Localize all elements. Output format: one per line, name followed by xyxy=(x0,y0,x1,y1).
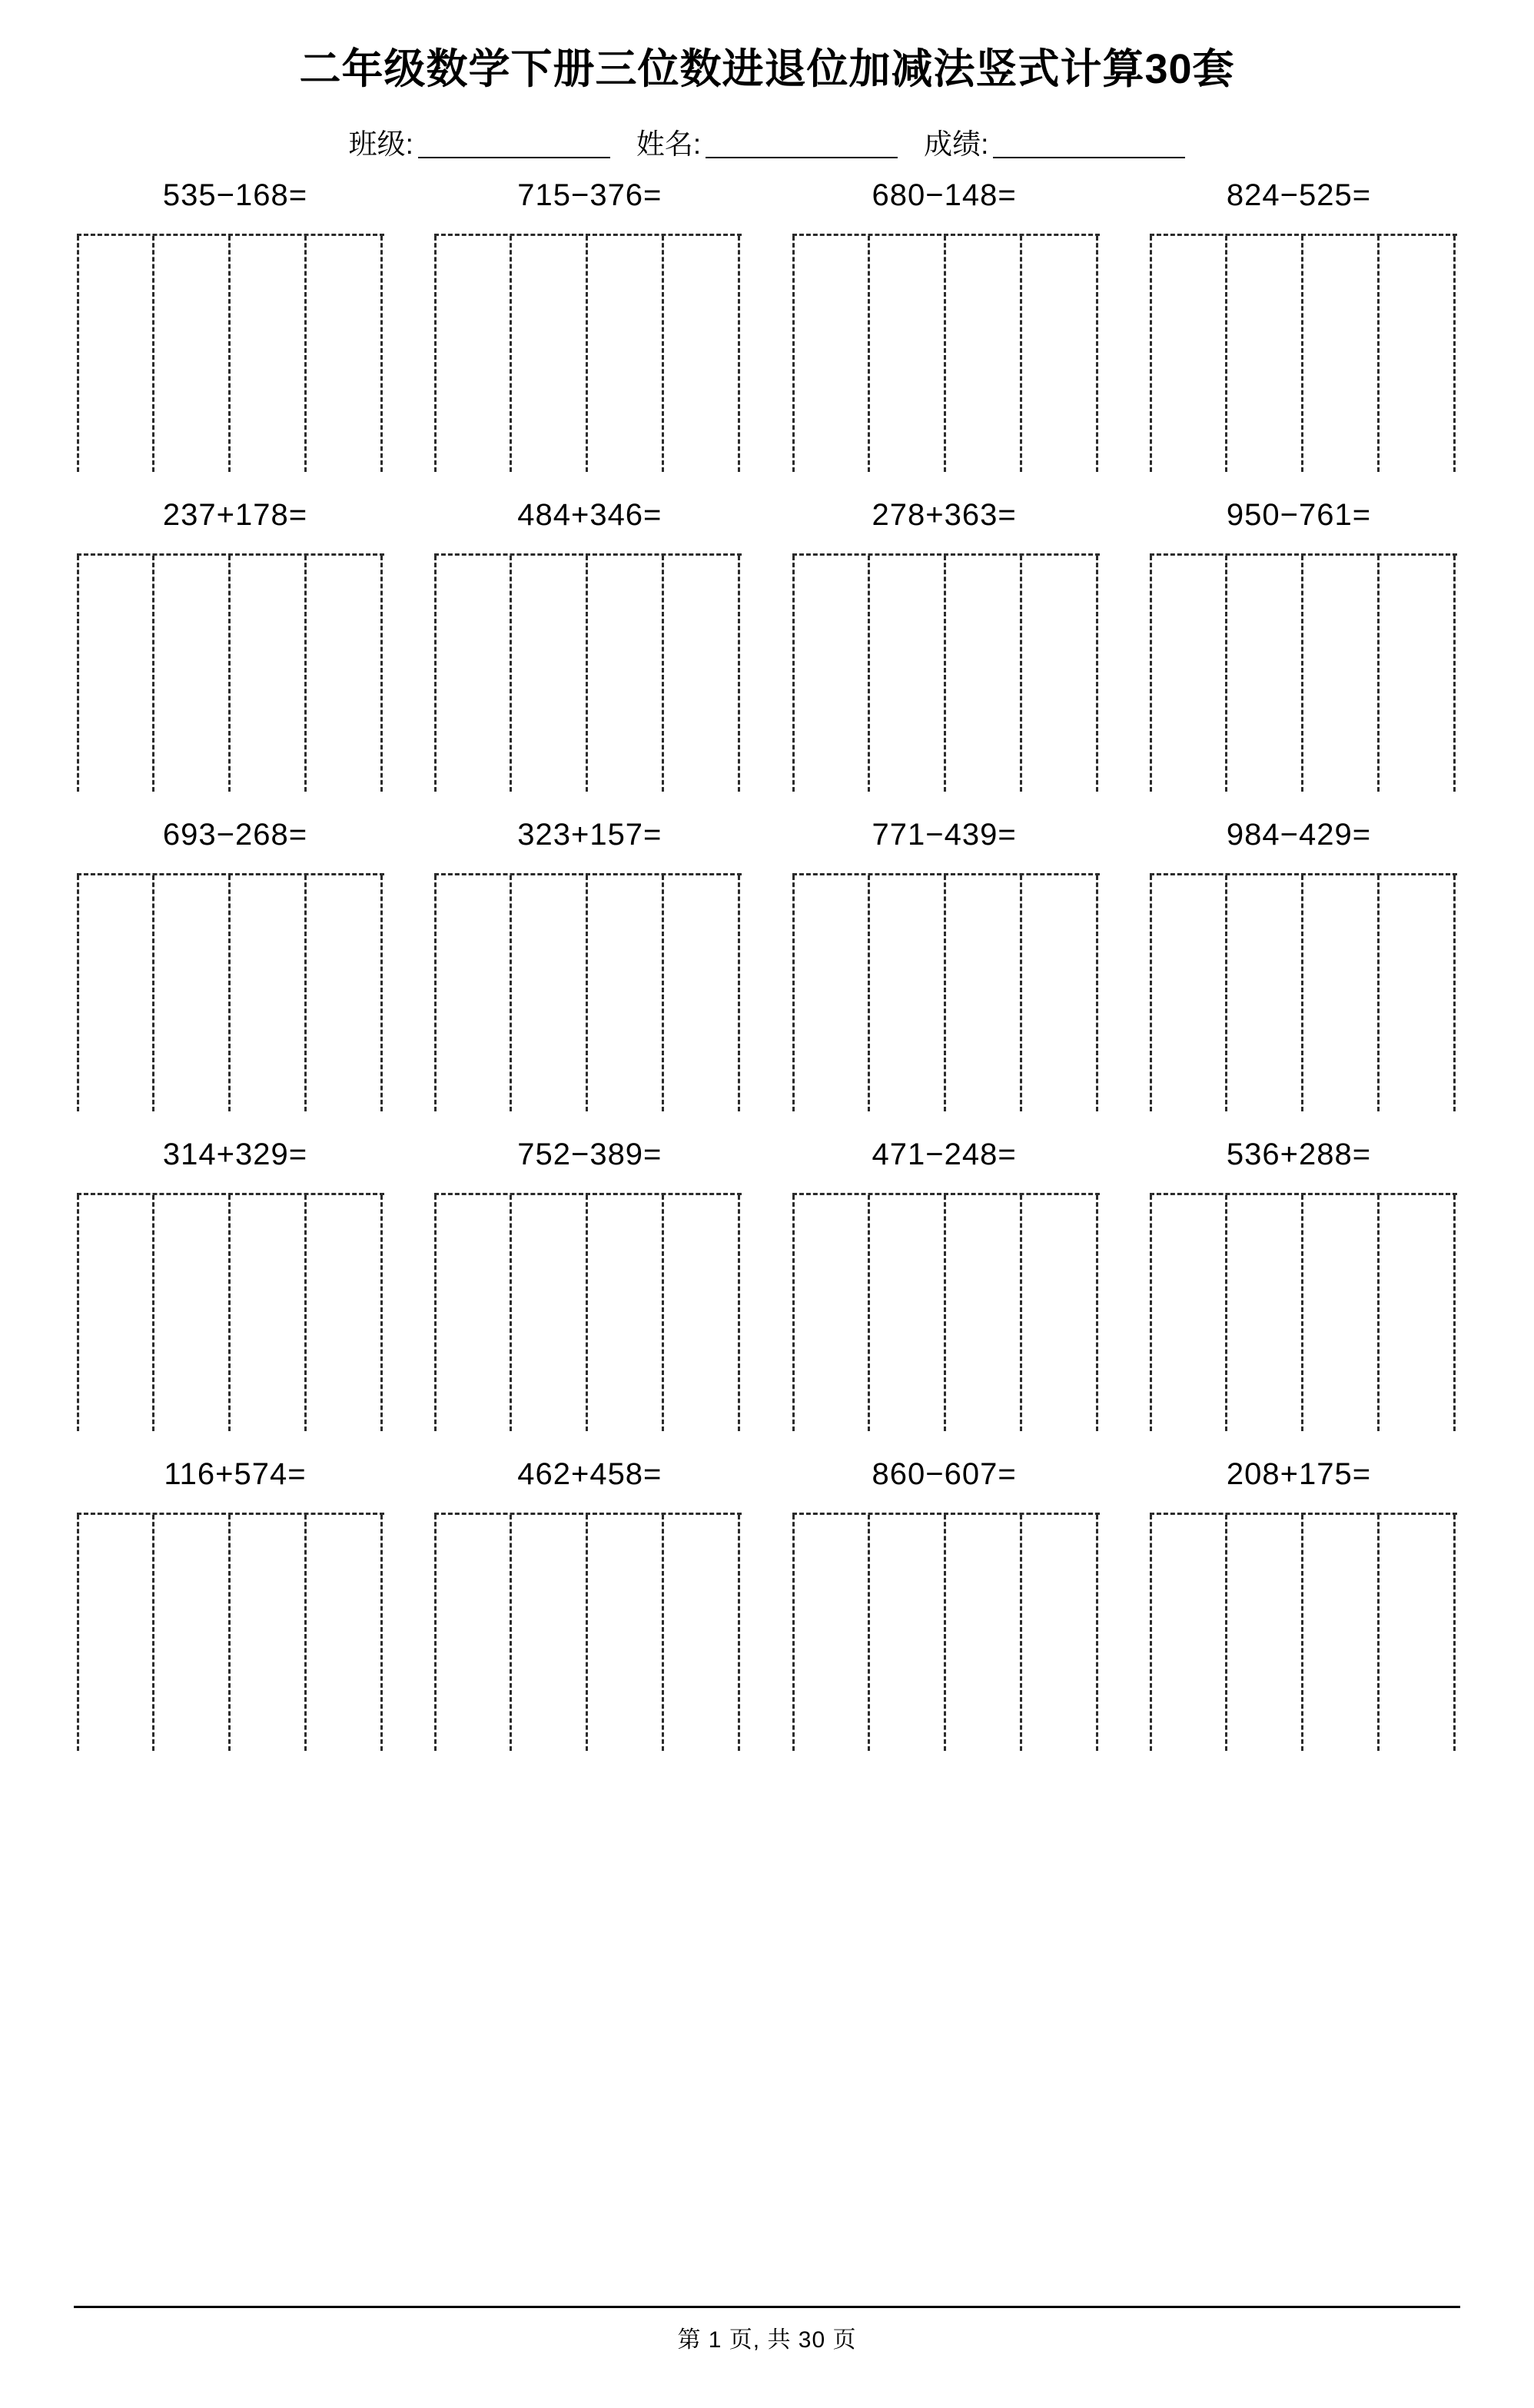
grid-line xyxy=(77,236,79,472)
problem-expression: 484+346= xyxy=(517,497,662,532)
grid-line xyxy=(662,1515,664,1751)
problem-row xyxy=(74,498,1460,532)
problem-expression: 693−268= xyxy=(162,817,308,852)
problem-row xyxy=(74,1138,1460,1171)
work-area[interactable] xyxy=(434,1513,742,1751)
problem-expression: 824−525= xyxy=(1226,178,1372,212)
grid-line xyxy=(586,1515,588,1751)
grid-line xyxy=(944,875,946,1111)
problem-expression: 752−389= xyxy=(517,1137,662,1171)
grid-line xyxy=(586,875,588,1111)
worksheet-page xyxy=(0,45,1534,2408)
problem-expression: 715−376= xyxy=(517,178,662,212)
grid-line xyxy=(944,236,946,472)
work-area[interactable] xyxy=(792,553,1100,792)
grid-line xyxy=(1150,1195,1152,1431)
grid-line xyxy=(662,556,664,792)
grid-line xyxy=(228,556,231,792)
grid-line xyxy=(868,1195,870,1431)
problem-expression: 771−439= xyxy=(872,817,1017,852)
page-number: 第 1 页, 共 30 页 xyxy=(677,2327,857,2353)
problem-row xyxy=(74,818,1460,852)
grid-line xyxy=(1150,875,1152,1111)
problem-expression: 984−429= xyxy=(1226,817,1372,852)
problem-expression: 535−168= xyxy=(162,178,308,212)
class-field[interactable] xyxy=(349,130,610,158)
grid-line xyxy=(1301,875,1303,1111)
work-area[interactable] xyxy=(434,873,742,1111)
work-area[interactable] xyxy=(77,1193,384,1431)
grid-line xyxy=(1453,236,1456,472)
grid-line xyxy=(510,1515,512,1751)
grid-line xyxy=(1096,556,1098,792)
work-area[interactable] xyxy=(792,1513,1100,1751)
problem-expression: 314+329= xyxy=(162,1137,308,1171)
score-label: 成绩: xyxy=(924,128,989,160)
grid-line xyxy=(304,875,307,1111)
grid-line xyxy=(1377,236,1380,472)
name-field[interactable] xyxy=(636,130,898,158)
grid-line xyxy=(792,556,795,792)
grid-line xyxy=(1020,1195,1022,1431)
grid-line xyxy=(738,556,740,792)
name-label: 姓名: xyxy=(636,128,702,160)
work-row xyxy=(74,1513,1460,1751)
grid-line xyxy=(1301,1515,1303,1751)
work-area[interactable] xyxy=(792,873,1100,1111)
grid-line xyxy=(1096,1195,1098,1431)
work-area[interactable] xyxy=(1150,1513,1457,1751)
grid-line xyxy=(1150,556,1152,792)
grid-line xyxy=(228,1515,231,1751)
grid-line xyxy=(586,556,588,792)
grid-line xyxy=(944,1515,946,1751)
work-area[interactable] xyxy=(792,234,1100,472)
problem-expression: 116+574= xyxy=(164,1456,307,1491)
grid-line xyxy=(792,1195,795,1431)
grid-line xyxy=(77,556,79,792)
grid-line xyxy=(586,1195,588,1431)
grid-line xyxy=(868,236,870,472)
grid-line xyxy=(1225,236,1227,472)
grid-line xyxy=(868,875,870,1111)
grid-line xyxy=(1301,1195,1303,1431)
work-area[interactable] xyxy=(1150,553,1457,792)
problem-expression: 471−248= xyxy=(872,1137,1017,1171)
class-blank-line[interactable] xyxy=(418,131,610,158)
grid-line xyxy=(304,556,307,792)
grid-line xyxy=(738,236,740,472)
grid-line xyxy=(662,236,664,472)
grid-line xyxy=(868,556,870,792)
grid-line xyxy=(228,1195,231,1431)
grid-line xyxy=(152,1195,154,1431)
work-row xyxy=(74,553,1460,792)
grid-line xyxy=(1377,875,1380,1111)
grid-line xyxy=(1150,1515,1152,1751)
grid-line xyxy=(1453,1195,1456,1431)
work-row xyxy=(74,234,1460,472)
name-blank-line[interactable] xyxy=(706,131,898,158)
work-row xyxy=(74,873,1460,1111)
meta-row xyxy=(74,130,1460,158)
grid-line xyxy=(228,236,231,472)
grid-line xyxy=(1377,556,1380,792)
grid-line xyxy=(1225,875,1227,1111)
problem-expression: 680−148= xyxy=(872,178,1017,212)
grid-line xyxy=(944,556,946,792)
problem-expression: 860−607= xyxy=(872,1456,1017,1491)
problem-row xyxy=(74,178,1460,212)
work-area[interactable] xyxy=(1150,1193,1457,1431)
work-area[interactable] xyxy=(434,234,742,472)
grid-line xyxy=(434,875,437,1111)
page-title: 二年级数学下册三位数进退位加减法竖式计算30套 xyxy=(299,46,1235,92)
score-blank-line[interactable] xyxy=(993,131,1185,158)
work-row xyxy=(74,1193,1460,1431)
work-area[interactable] xyxy=(792,1193,1100,1431)
grid-line xyxy=(1020,875,1022,1111)
grid-line xyxy=(510,1195,512,1431)
grid-line xyxy=(434,556,437,792)
grid-line xyxy=(1225,1515,1227,1751)
grid-line xyxy=(380,236,383,472)
grid-line xyxy=(662,1195,664,1431)
grid-line xyxy=(1020,236,1022,472)
grid-line xyxy=(1096,875,1098,1111)
problem-expression: 278+363= xyxy=(872,497,1017,532)
grid-line xyxy=(152,236,154,472)
grid-line xyxy=(1377,1515,1380,1751)
grid-line xyxy=(304,236,307,472)
grid-line xyxy=(1453,875,1456,1111)
grid-line xyxy=(1453,1515,1456,1751)
grid-line xyxy=(868,1515,870,1751)
grid-line xyxy=(1225,556,1227,792)
problem-grid xyxy=(74,178,1460,1751)
grid-line xyxy=(77,875,79,1111)
problem-expression: 536+288= xyxy=(1226,1137,1372,1171)
problem-expression: 462+458= xyxy=(517,1456,662,1491)
grid-line xyxy=(738,875,740,1111)
grid-line xyxy=(1096,1515,1098,1751)
grid-line xyxy=(586,236,588,472)
work-area[interactable] xyxy=(434,1193,742,1431)
grid-line xyxy=(1225,1195,1227,1431)
grid-line xyxy=(152,1515,154,1751)
work-area[interactable] xyxy=(77,234,384,472)
grid-line xyxy=(792,1515,795,1751)
grid-line xyxy=(304,1195,307,1431)
grid-line xyxy=(1020,1515,1022,1751)
grid-line xyxy=(510,875,512,1111)
grid-line xyxy=(1301,556,1303,792)
grid-line xyxy=(1377,1195,1380,1431)
grid-line xyxy=(510,556,512,792)
work-area[interactable] xyxy=(77,553,384,792)
work-area[interactable] xyxy=(1150,234,1457,472)
grid-line xyxy=(228,875,231,1111)
grid-line xyxy=(1301,236,1303,472)
grid-line xyxy=(434,236,437,472)
grid-line xyxy=(1020,556,1022,792)
problem-row xyxy=(74,1457,1460,1491)
problem-expression: 950−761= xyxy=(1226,497,1372,532)
work-area[interactable] xyxy=(77,1513,384,1751)
grid-line xyxy=(304,1515,307,1751)
grid-line xyxy=(792,875,795,1111)
work-area[interactable] xyxy=(434,553,742,792)
grid-line xyxy=(510,236,512,472)
grid-line xyxy=(1453,556,1456,792)
work-area[interactable] xyxy=(77,873,384,1111)
grid-line xyxy=(738,1515,740,1751)
grid-line xyxy=(662,875,664,1111)
class-label: 班级: xyxy=(348,128,413,160)
grid-line xyxy=(380,875,383,1111)
problem-expression: 208+175= xyxy=(1226,1456,1372,1491)
grid-line xyxy=(77,1195,79,1431)
grid-line xyxy=(380,1195,383,1431)
grid-line xyxy=(77,1515,79,1751)
grid-line xyxy=(380,556,383,792)
problem-expression: 323+157= xyxy=(517,817,662,852)
grid-line xyxy=(380,1515,383,1751)
footer-divider xyxy=(74,2306,1460,2308)
grid-line xyxy=(1096,236,1098,472)
page-footer xyxy=(74,2306,1460,2354)
grid-line xyxy=(434,1515,437,1751)
grid-line xyxy=(152,875,154,1111)
score-field[interactable] xyxy=(924,130,1185,158)
grid-line xyxy=(1150,236,1152,472)
problem-expression: 237+178= xyxy=(162,497,308,532)
grid-line xyxy=(434,1195,437,1431)
grid-line xyxy=(738,1195,740,1431)
grid-line xyxy=(792,236,795,472)
grid-line xyxy=(944,1195,946,1431)
grid-line xyxy=(152,556,154,792)
work-area[interactable] xyxy=(1150,873,1457,1111)
